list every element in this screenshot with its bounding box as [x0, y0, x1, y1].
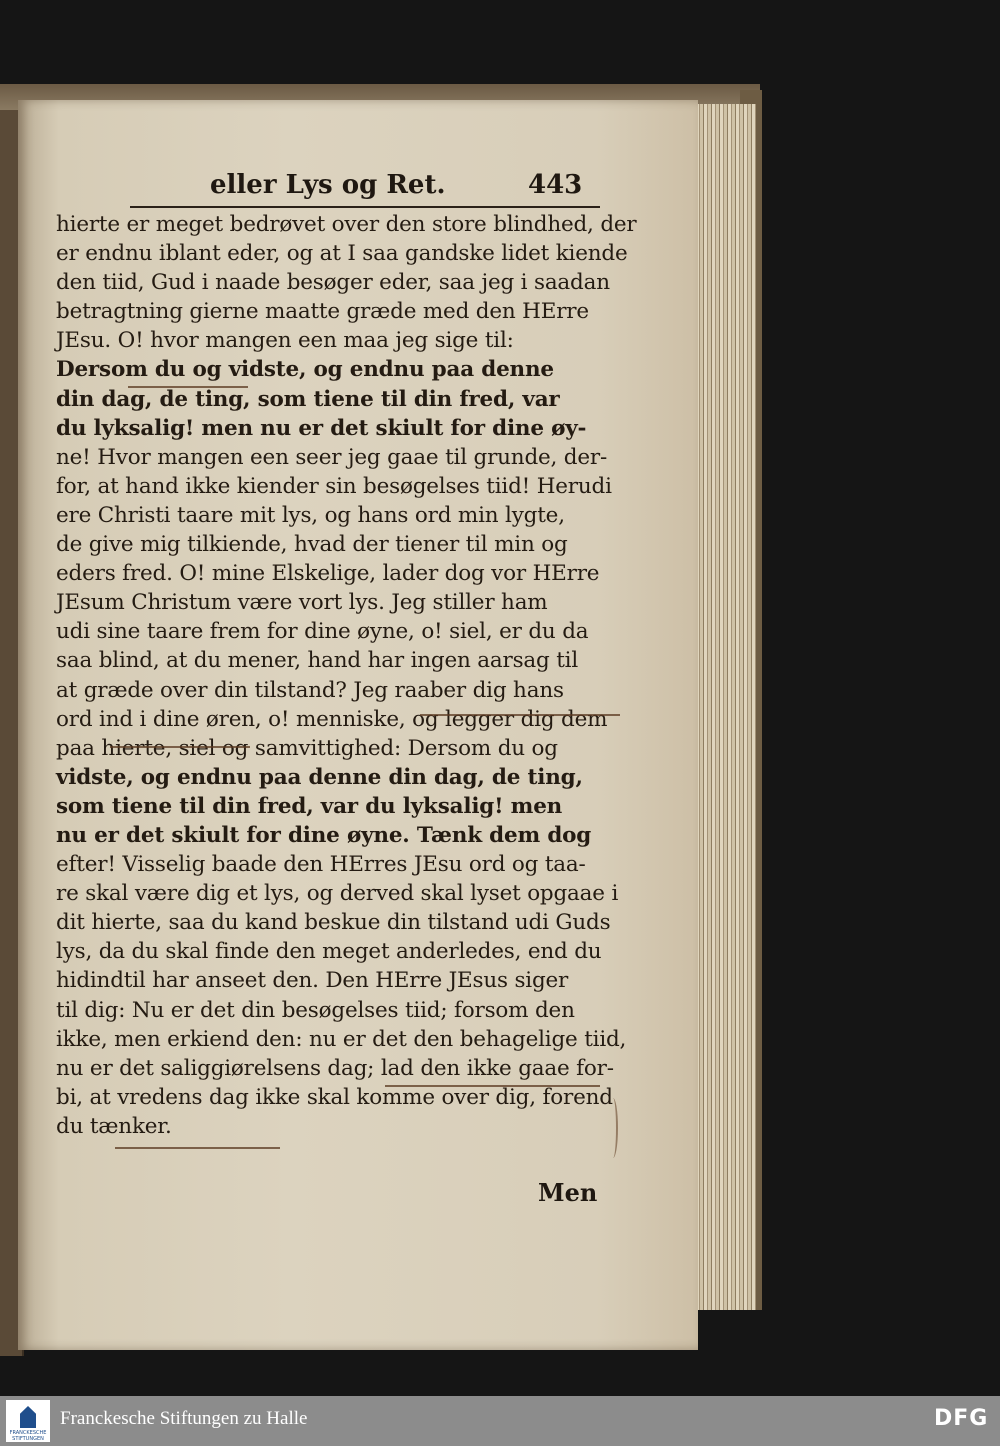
text-line: ere Christi taare mit lys, og hans ord min lygte,: [56, 502, 565, 528]
text-line: til dig: Nu er det din besøgelses tiid; forsom den: [56, 997, 575, 1023]
text-line: eders fred. O! mine Elskelige, lader dog vor HErre: [56, 561, 600, 587]
text-line: hierte er meget bedrøvet over den store blindhed, der: [56, 212, 637, 237]
text-line: ikke, men erkiend den: nu er det den behagelige tiid,: [56, 1026, 627, 1052]
text-line: den tiid, Gud i naade besøger eder, saa jeg i saadan: [56, 270, 610, 296]
ink-underline: [110, 746, 250, 748]
footer-bar: [0, 1396, 1000, 1446]
text-line: de give mig tilkiende, hvad der tiener til min og: [56, 532, 568, 558]
text-line: efter! Visselig baade den HErres JEsu ord og taa-: [56, 852, 586, 878]
page-number: 443: [528, 170, 583, 200]
building-icon: [20, 1406, 36, 1428]
text-line: din dag, de ting, som tiene til din fred, var: [56, 386, 560, 412]
text-line: JEsum Christum være vort lys. Jeg stiller ham: [56, 590, 548, 616]
logo-caption: FRANCKESCHE STIFTUNGEN: [9, 1430, 47, 1442]
ink-underline: [420, 714, 620, 716]
text-line: ne! Hvor mangen een seer jeg gaae til grunde, der-: [56, 444, 608, 470]
ink-underline: [385, 1085, 600, 1087]
text-line: JEsu. O! hvor mangen een maa jeg sige til:: [56, 328, 514, 354]
text-line: nu er det saliggiørelsens dag; lad den ikke gaae for-: [56, 1055, 614, 1081]
text-line: hidindtil har anseet den. Den HErre JEsus siger: [56, 968, 569, 994]
ink-underline: [115, 1147, 280, 1149]
text-line: dit hierte, saa du kand beskue din tilstand udi Guds: [56, 910, 611, 936]
margin-ink-mark: [608, 1098, 618, 1158]
body-text: [56, 210, 637, 1141]
catchword: Men: [538, 1178, 598, 1207]
running-title: eller Lys og Ret.: [210, 170, 446, 200]
text-line: paa hierte, siel og samvittighed: Dersom du og: [56, 735, 558, 761]
text-line: vidste, og endnu paa denne din dag, de ting,: [56, 764, 583, 790]
text-line: re skal være dig et lys, og derved skal lyset opgaae i: [56, 881, 619, 907]
text-line: Dersom du og vidste, og endnu paa denne: [56, 357, 554, 383]
text-line: udi sine taare frem for dine øyne, o! siel, er du da: [56, 619, 589, 645]
text-line: bi, at vredens dag ikke skal komme over dig, forend: [56, 1084, 613, 1110]
text-line: du tænker.: [56, 1113, 172, 1139]
text-line: er endnu iblant eder, og at I saa gandske lidet kiende: [56, 241, 628, 267]
text-line: betragtning gierne maatte græde med den HErre: [56, 299, 589, 325]
text-line: ord ind i dine øren, o! menniske, og legger dig dem: [56, 706, 608, 732]
institution-logo[interactable]: [6, 1400, 50, 1442]
text-line: lys, da du skal finde den meget anderledes, end du: [56, 939, 602, 965]
institution-name[interactable]: Franckesche Stiftungen zu Halle: [60, 1408, 308, 1429]
text-line: at græde over din tilstand? Jeg raaber dig hans: [56, 677, 564, 703]
dfg-logo[interactable]: DFG: [934, 1406, 989, 1431]
text-line: saa blind, at du mener, hand har ingen aarsag til: [56, 648, 579, 674]
text-line: nu er det skiult for dine øyne. Tænk dem dog: [56, 822, 592, 848]
text-line: for, at hand ikke kiender sin besøgelses tiid! Herudi: [56, 473, 612, 499]
text-line: som tiene til din fred, var du lyksalig! men: [56, 793, 563, 819]
text-line: du lyksalig! men nu er det skiult for dine øy-: [56, 415, 587, 441]
ink-underline: [128, 386, 248, 388]
running-head: [130, 166, 600, 208]
